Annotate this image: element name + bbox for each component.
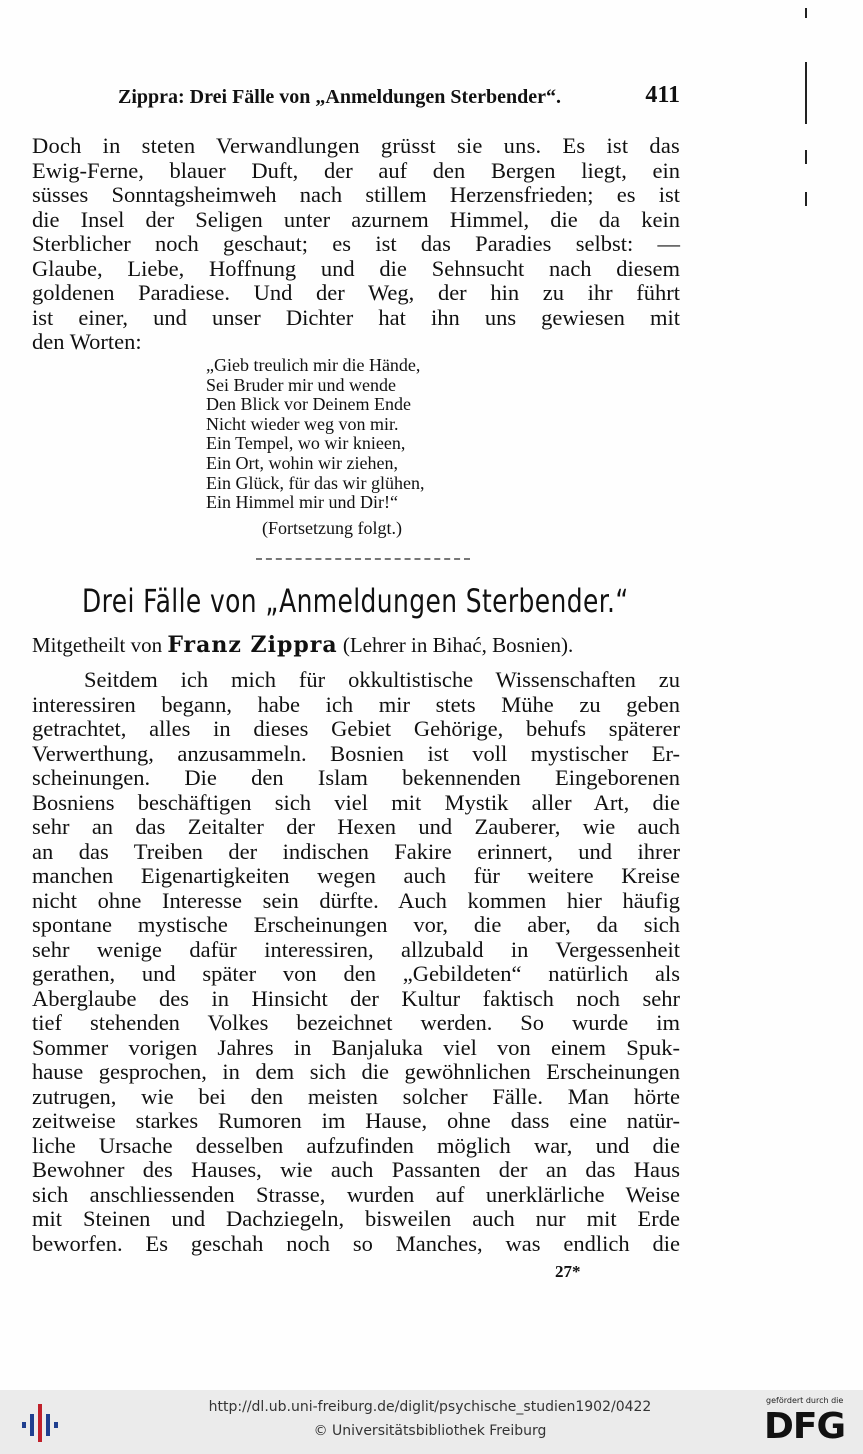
- text-line: sich anschliessenden Strasse, wurden auf unerklärliche Weise: [32, 1181, 680, 1207]
- text-line: getrachtet, alles in dieses Gebiet Gehörige, behufs späterer: [32, 716, 680, 741]
- continuation-note: (Fortsetzung folgt.): [262, 518, 402, 538]
- section-divider: [256, 558, 470, 564]
- poem-quote: [206, 356, 526, 513]
- text-line: scheinungen. Die den Islam bekennenden Eingeborenen: [32, 765, 680, 790]
- text-line: Sterblicher noch geschaut; es ist das Paradies selbst: —: [32, 231, 680, 256]
- paragraph-intro: [32, 134, 680, 355]
- text-line: beworfen. Es geschah noch so Manches, was endlich die: [32, 1230, 680, 1256]
- text-line: Aberglaube des in Hinsicht der Kultur faktisch noch sehr: [32, 985, 680, 1011]
- dfg-tagline: gefördert durch die: [766, 1396, 844, 1405]
- dfg-logo: [760, 1396, 860, 1450]
- text-line: die Insel der Seligen unter azurnem Himmel, die da kein: [32, 206, 680, 232]
- text-line: tief stehenden Volkes bezeichnet werden. So wurde im: [32, 1010, 680, 1035]
- poem-line: Ein Glück, für das wir glühen,: [206, 472, 425, 493]
- page-number: 411: [645, 82, 680, 108]
- text-line: Bosniens beschäftigen sich viel mit Mystik aller Art, die: [32, 789, 680, 815]
- poem-line: Ein Himmel mir und Dir!“: [206, 492, 398, 513]
- dfg-wordmark: DFG: [764, 1406, 846, 1447]
- text-line: Bewohner des Hauses, wie auch Passanten der an das Haus: [32, 1157, 680, 1182]
- text-line: Sommer vorigen Jahres in Banjaluka viel von einem Spuk-: [32, 1034, 680, 1060]
- text-line: mit Steinen und Dachziegeln, bisweilen auch nur mit Erde: [32, 1206, 680, 1231]
- text-line: Seitdem ich mich für okkultistische Wissenschaften zu: [84, 667, 680, 692]
- text-line: gerathen, und später von den „Gebildeten“ natürlich als: [32, 961, 680, 986]
- text-line: liche Ursache desselben aufzufinden möglich war, und die: [32, 1132, 680, 1158]
- article-body: [32, 668, 680, 1256]
- text-line: süsses Sonntagsheimweh nach stillem Herzensfrieden; es ist: [32, 182, 680, 207]
- poem-line: Den Blick vor Deinem Ende: [206, 394, 411, 415]
- text-line: nicht ohne Interesse sein dürfte. Auch kommen hier häufig: [32, 887, 680, 913]
- source-url-link[interactable]: http://dl.ub.uni-freiburg.de/diglit/psychische_studien1902/0422: [208, 1399, 652, 1415]
- scan-edge-marks: [805, 0, 809, 220]
- university-library-logo-icon: [20, 1400, 60, 1444]
- text-line: hause gesprochen, in dem sich die gewöhnlichen Erscheinungen: [32, 1059, 680, 1084]
- viewer-footer: [0, 1390, 863, 1454]
- text-line: Verwerthung, anzusammeln. Bosnien ist voll mystischer Er-: [32, 740, 680, 766]
- text-line: goldenen Paradiese. Und der Weg, der hin zu ihr führt: [32, 280, 680, 305]
- article-byline: [32, 632, 682, 658]
- text-line: den Worten:: [32, 329, 142, 354]
- text-line: an das Treiben der indischen Fakire erinnert, und ihrer: [32, 838, 680, 864]
- author-name: Franz Zippra: [167, 632, 338, 658]
- article-title: Drei Fälle von „Anmeldungen Sterbender.“: [82, 582, 629, 620]
- running-title: Zippra: Drei Fälle von „Anmeldungen Sterbender“.: [118, 86, 561, 108]
- text-line: zeitweise starkes Rumoren im Hause, ohne dass eine natür-: [32, 1108, 680, 1133]
- text-line: sehr an das Zeitalter der Hexen und Zauberer, wie auch: [32, 814, 680, 839]
- poem-line: Ein Tempel, wo wir knieen,: [206, 433, 406, 454]
- text-line: zutrugen, wie bei den meisten solcher Fälle. Man hörte: [32, 1083, 680, 1109]
- text-line: sehr wenige dafür interessiren, allzubald in Vergessenheit: [32, 936, 680, 962]
- poem-line: Nicht wieder weg von mir.: [206, 413, 399, 434]
- text-line: ist einer, und unser Dichter hat ihn uns gewiesen mit: [32, 304, 680, 330]
- text-line: Glaube, Liebe, Hoffnung und die Sehnsucht nach diesem: [32, 255, 680, 281]
- running-header: [118, 80, 680, 116]
- text-line: spontane mystische Erscheinungen vor, die aber, da sich: [32, 912, 680, 937]
- text-line: Doch in steten Verwandlungen grüsst sie uns. Es ist das: [32, 133, 680, 158]
- poem-line: Sei Bruder mir und wende: [206, 374, 396, 395]
- text-line: manchen Eigenartigkeiten wegen auch für weitere Kreise: [32, 863, 680, 888]
- poem-line: „Gieb treulich mir die Hände,: [206, 355, 421, 375]
- poem-line: Ein Ort, wohin wir ziehen,: [206, 452, 398, 473]
- copyright-notice: © Universitätsbibliothek Freiburg: [313, 1423, 547, 1439]
- byline-prefix: Mitgetheilt von: [32, 633, 163, 657]
- text-line: Ewig-Ferne, blauer Duft, der auf den Bergen liegt, ein: [32, 157, 680, 183]
- text-line: interessiren begann, habe ich mir stets Mühe zu geben: [32, 691, 680, 717]
- signature-mark: 27*: [555, 1262, 581, 1281]
- byline-suffix: (Lehrer in Bihać, Bosnien).: [342, 633, 574, 657]
